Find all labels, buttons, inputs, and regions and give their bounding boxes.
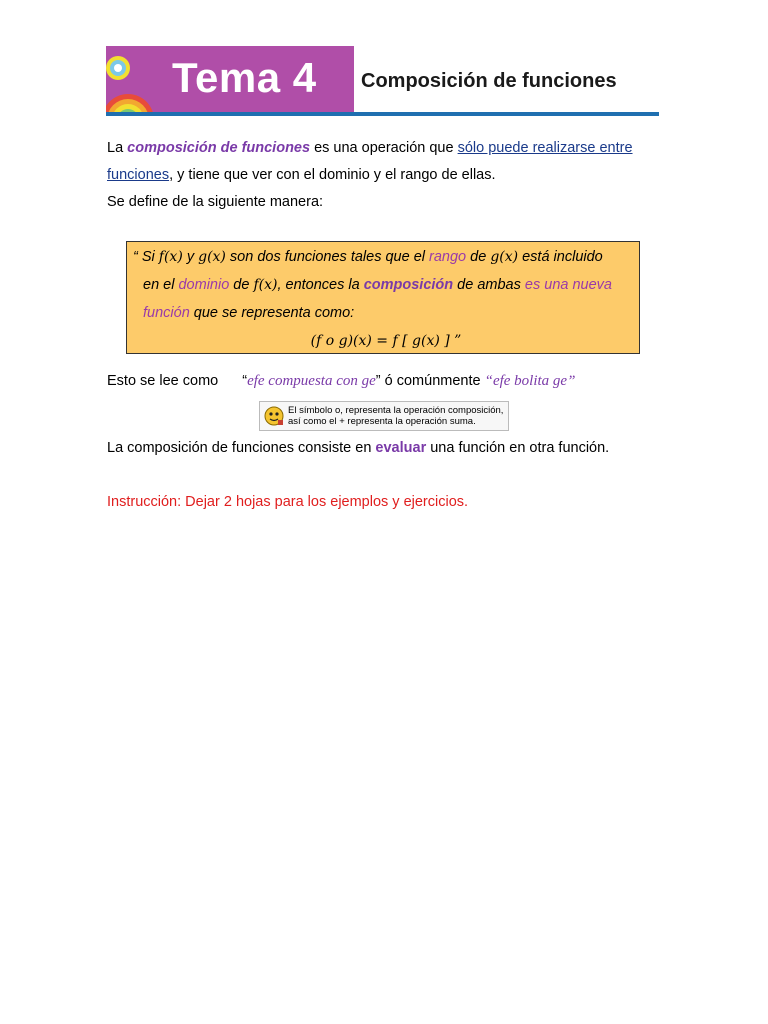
thinking-face-icon (263, 405, 285, 427)
phrase-efe-bolita: “efe bolita ge” (484, 373, 576, 389)
reading-lead: Esto se lee como (107, 373, 219, 389)
definition-text: y (182, 249, 199, 265)
word-funcion: función (143, 305, 190, 321)
reading-quote: ” (375, 373, 381, 389)
intro-text: , y tiene que ver con el dominio y el rango de ellas. (169, 167, 496, 183)
definition-line-1 (133, 243, 639, 271)
definition-text: de (466, 249, 491, 265)
intro-text: es una operación que (310, 140, 458, 156)
header-banner (106, 46, 659, 118)
definition-text: , entonces la (277, 277, 364, 293)
math-gx: g(x) (490, 249, 519, 265)
header-band (106, 46, 354, 112)
evaluate-line (107, 435, 667, 462)
definition-text: que se representa como: (189, 305, 355, 321)
word-rango: rango (429, 249, 467, 265)
instruction-text: Instrucción: Dejar 2 hojas para los ejemplos y ejercicios. (107, 494, 469, 510)
definition-text: “ Si (133, 249, 159, 265)
word-dominio: dominio (178, 277, 230, 293)
note-line-2: así como el + representa la operación suma. (288, 416, 476, 427)
definition-text: de ambas (453, 277, 525, 293)
word-composicion: composición (363, 277, 454, 293)
evaluate-text: una función en otra función. (426, 440, 610, 456)
formula-text: (f o g)(x) = f [ g(x) ] ” (310, 333, 462, 349)
definition-text: de (229, 277, 254, 293)
keyword-evaluar: evaluar (375, 440, 427, 456)
header-subtitle: Composición de funciones (361, 70, 617, 92)
definition-text: en el (143, 277, 179, 293)
note-box (259, 401, 509, 431)
math-fx: f(x) (158, 249, 183, 265)
evaluate-text: La composición de funciones consiste en (107, 440, 376, 456)
note-line-1: El símbolo o, representa la operación composición, (288, 405, 504, 416)
word-es-una-nueva: es una nueva (524, 277, 612, 293)
definition-text: son dos funciones tales que el (225, 249, 430, 265)
keyword-composicion: composición de funciones (127, 140, 311, 156)
definition-text: está incluido (518, 249, 603, 265)
intro-text: La (107, 140, 128, 156)
definition-box (126, 241, 640, 354)
header-tema: Tema 4 (172, 54, 317, 101)
definition-line-2 (133, 271, 639, 299)
link-funciones[interactable]: funciones (107, 167, 170, 183)
definition-formula (133, 327, 639, 355)
phrase-efe-compuesta: efe compuesta con ge (247, 373, 376, 389)
definition-line-3 (133, 299, 639, 327)
reading-line (107, 368, 667, 395)
math-fx: f(x) (253, 277, 278, 293)
intro-define-text: Se define de la siguiente manera: (107, 194, 324, 210)
math-gx: g(x) (198, 249, 226, 265)
link-solo-puede[interactable]: sólo puede realizarse entre (457, 140, 633, 156)
rainbow-rings-icon (106, 46, 166, 112)
header-underline (106, 112, 659, 116)
reading-quote: “ (242, 373, 248, 389)
intro-paragraph (107, 135, 667, 216)
reading-middle: ó comúnmente (380, 373, 485, 389)
